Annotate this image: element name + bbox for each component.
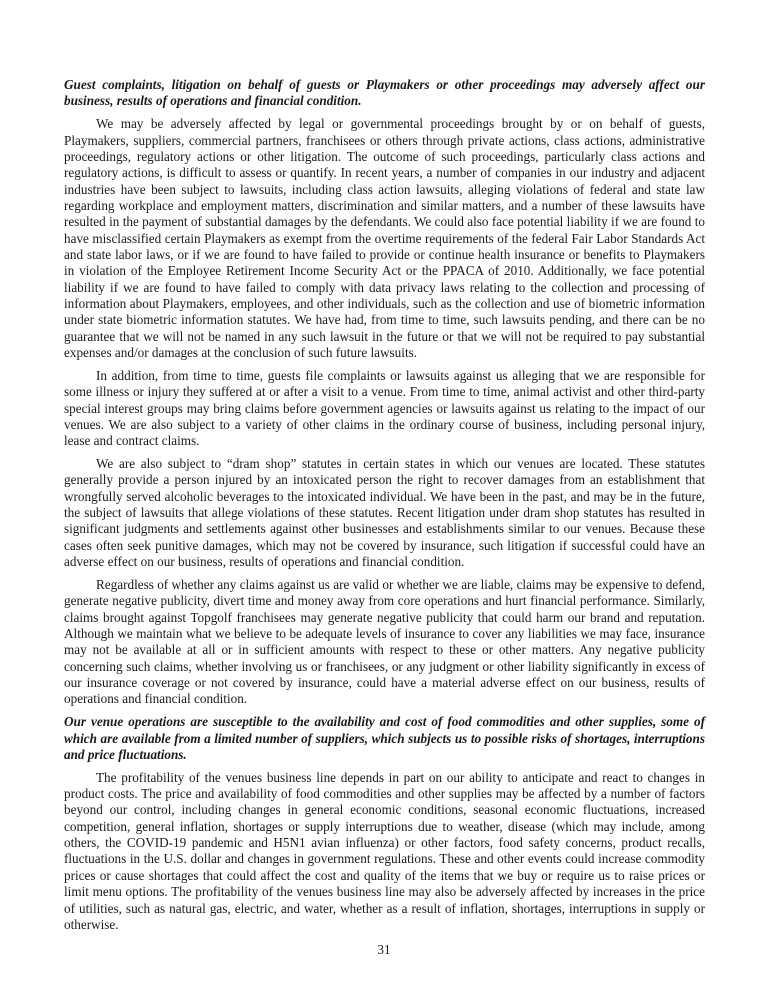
paragraph: We are also subject to “dram shop” statutes in certain states in which our venues are located. These statutes generally provide a person injured by an intoxicated person the right to recover damages from an establishment that wrongfully served alcoholic beverages to the intoxicated individual. We have been in the past, and may be in the future, the subject of lawsuits that allege violations of these statutes. Recent litigation under dram shop statutes has resulted in significant judgments and settlements against other businesses and establishments similar to our venues. Because these cases often seek punitive damages, which may not be covered by insurance, such litigation if successful could have an adverse effect on our business, results of operations and financial condition. <box>64 456 705 570</box>
risk-factor-guest-complaints <box>64 77 705 708</box>
section-heading: Our venue operations are susceptible to the availability and cost of food commodities and other supplies, some of which are available from a limited number of suppliers, which subjects us to possible risks of shortages, interruptions and price fluctuations. <box>64 714 705 762</box>
section-heading: Guest complaints, litigation on behalf of guests or Playmakers or other proceedings may adversely affect our business, results of operations and financial condition. <box>64 77 705 109</box>
paragraph: We may be adversely affected by legal or governmental proceedings brought by or on behalf of guests, Playmakers, suppliers, commercial partners, franchisees or others through private actions, class actions, administrative proceedings, regulatory actions or other litigation. The outcome of such proceedings, particularly class actions and regulatory actions, is difficult to assess or quantify. In recent years, a number of companies in our industry and adjacent industries have been subject to lawsuits, including class action lawsuits, alleging violations of federal and state law regarding workplace and employment matters, discrimination and similar matters, and a number of these lawsuits have resulted in the payment of substantial damages by the defendants. We could also face potential liability if we are found to have misclassified certain Playmakers as exempt from the overtime requirements of the federal Fair Labor Standards Act and state labor laws, or if we are found to have failed to provide or continue health insurance or benefits to Playmakers in violation of the Employee Retirement Income Security Act or the PPACA of 2010. Additionally, we face potential liability if we are found to have failed to comply with data privacy laws relating to the collection and processing of information about Playmakers, employees, and other individuals, such as the collection and use of biometric information under state biometric information statutes. We have had, from time to time, such lawsuits pending, and there can be no guarantee that we will not be named in any such lawsuit in the future or that we will not be required to pay substantial expenses and/or damages at the conclusion of such future lawsuits. <box>64 116 705 360</box>
risk-factor-food-commodities <box>64 714 705 933</box>
paragraph: The profitability of the venues business line depends in part on our ability to anticipate and react to changes in product costs. The price and availability of food commodities and other supplies may be affected by a number of factors beyond our control, including changes in general economic conditions, seasonal economic fluctuations, increased competition, general inflation, shortages or supply interruptions due to weather, disease (which may include, among others, the COVID-19 pandemic and H5N1 avian influenza) or other factors, food safety concerns, product recalls, fluctuations in the U.S. dollar and changes in government regulations. These and other events could increase commodity prices or cause shortages that could affect the cost and quality of the items that we buy or require us to raise prices or limit menu options. The profitability of the venues business line may also be adversely affected by increases in the price of utilities, such as natural gas, electric, and water, whether as a result of inflation, shortages, interruptions in supply or otherwise. <box>64 769 705 932</box>
paragraph: In addition, from time to time, guests file complaints or lawsuits against us alleging that we are responsible for some illness or injury they suffered at or after a visit to a venue. From time to time, animal activist and other third-party special interest groups may bring claims before government agencies or lawsuits against us relating to the impact of our venues. We are also subject to a variety of other claims in the ordinary course of business, including personal injury, lease and contract claims. <box>64 367 705 449</box>
page-number: 31 <box>377 942 391 957</box>
document-page <box>64 77 705 940</box>
paragraph: Regardless of whether any claims against us are valid or whether we are liable, claims may be expensive to defend, generate negative publicity, divert time and money away from core operations and hurt financial performance. Similarly, claims brought against Topgolf franchisees may generate negative publicity that could harm our brand and reputation. Although we maintain what we believe to be adequate levels of insurance to cover any liabilities we may face, insurance may not be available at all or in sufficient amounts with respect to these or other matters. Any negative publicity concerning such claims, whether involving us or franchisees, or any judgment or other liability significantly in excess of our insurance coverage or not covered by insurance, could have a material adverse effect on our business, results of operations and financial condition. <box>64 576 705 707</box>
